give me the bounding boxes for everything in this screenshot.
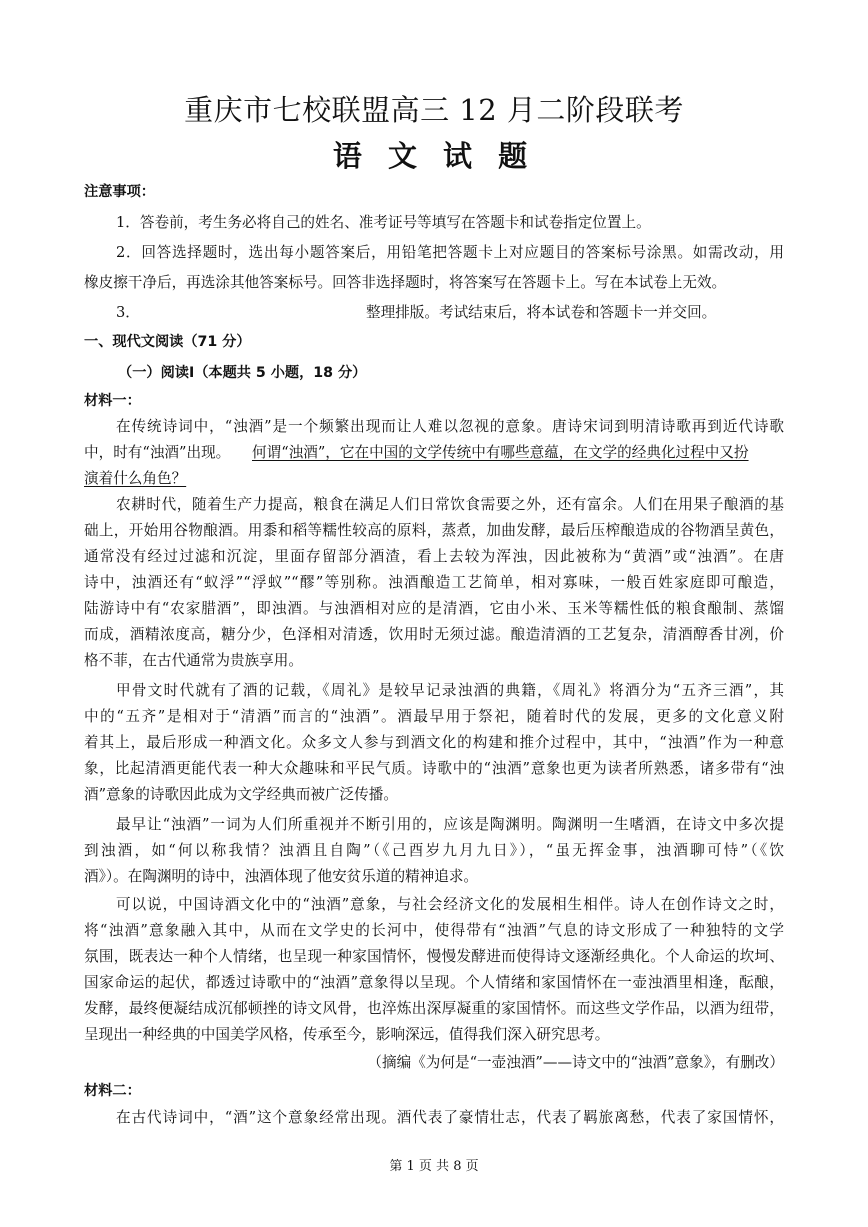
m1-p1-line2-start: 中，时有“浊酒”出现。 xyxy=(84,444,231,461)
m1-p2-line5: 陆游诗中有“农家腊酒”，即浊酒。与浊酒相对应的是清酒，它由小米、玉米等糯性低的粮食酿制、蒸馏 xyxy=(84,600,784,617)
m1-p1-line3-underlined: 演着什么角色？ xyxy=(84,470,187,487)
m1-p2-line1: 农耕时代，随着生产力提高，粮食在满足人们日常饮食需要之外，还有富余。人们在用果子酿酒的基 xyxy=(116,496,784,513)
notice-item-2-line1: 2．回答选择题时，选出每小题答案后，用铅笔把答题卡上对应题目的答案标号涂黑。如需改动，用 xyxy=(116,244,784,261)
notice-item-1: 1．答卷前，考生务必将自己的姓名、准考证号等填写在答题卡和试卷指定位置上。 xyxy=(116,214,651,231)
m1-p4-line1: 最早让“浊酒”一词为人们所重视并不断引用的，应该是陶渊明。陶渊明一生嗜酒，在诗文中多次提 xyxy=(116,816,784,833)
m1-p2-line2: 础上，开始用谷物酿酒。用黍和稻等糯性较高的原料，蒸煮，加曲发酵，最后压榨酿造成的谷物酒呈黄色， xyxy=(84,522,784,539)
m1-p5-line5: 发酵，最终便凝结成沉郁顿挫的诗文风骨，也淬炼出深厚凝重的家国情怀。而这些文学作品，以酒为纽带， xyxy=(84,1000,784,1017)
m1-p5-line1: 可以说，中国诗酒文化中的“浊酒”意象，与社会经济文化的发展相生相伴。诗人在创作诗文之时， xyxy=(116,896,784,913)
m1-p5-line6: 呈现出一种经典的中国美学风格，传承至今，影响深远，值得我们深入研究思考。 xyxy=(84,1026,610,1043)
notice-item-2-line2: 橡皮擦干净后，再选涂其他答案标号。回答非选择题时，将答案写在答题卡上。写在本试卷上无效。 xyxy=(84,274,727,291)
page-number: 第 1 页 共 8 页 xyxy=(389,1159,479,1174)
m1-p5-line2: 将“浊酒”意象融入其中，从而在文学史的长河中，使得带有“浊酒”气息的诗文形成了一种独特的文学 xyxy=(84,922,784,939)
exam-subject-title: 语 文 试 题 xyxy=(332,139,536,173)
m1-p4-line2: 到浊酒，如“何以称我情？浊酒且自陶”（《己酉岁九月九日》），“虽无挥金事，浊酒聊可恃”（《饮 xyxy=(84,842,784,859)
m1-p2-line6: 而成，酒精浓度高，糖分少，色泽相对清透，饮用时无须过滤。酿造清酒的工艺复杂，清酒醇香甘冽，价 xyxy=(84,626,784,643)
m1-p3-line4: 象，比起清酒更能代表一种大众趣味和平民气质。诗歌中的“浊酒”意象也更为读者所熟悉，诸多带有“浊 xyxy=(84,760,784,777)
notice-heading: 注意事项： xyxy=(84,184,155,200)
material-1-label: 材料一： xyxy=(84,393,141,409)
subsection-heading: （一）阅读Ⅰ（本题共 5 小题，18 分） xyxy=(118,365,367,381)
m1-p4-line3: 酒》）。在陶渊明的诗中，浊酒体现了他安贫乐道的精神追求。 xyxy=(84,868,479,885)
m1-p3-line2: 中的“五齐”是相对于“清酒”而言的“浊酒”。酒最早用于祭祀，随着时代的发展，更多的文化意义附 xyxy=(84,708,784,725)
notice-item-3-text: 整理排版。考试结束后，将本试卷和答题卡一并交回。 xyxy=(366,304,717,321)
m1-p3-line3: 着其上，最后形成一种酒文化。众多文人参与到酒文化的构建和推介过程中，其中，“浊酒”作为一种意 xyxy=(84,734,784,751)
m1-p3-line5: 酒”意象的诗歌因此成为文学经典而被广泛传播。 xyxy=(84,786,398,803)
m1-p1-question-underlined: 何谓“浊酒”，它在中国的文学传统中有哪些意蕴，在文学的经典化过程中又扮 xyxy=(252,444,749,461)
m1-p2-line7: 格不菲，在古代通常为贵族享用。 xyxy=(84,652,303,669)
m1-p3-line1: 甲骨文时代就有了酒的记载，《周礼》是较早记录浊酒的典籍，《周礼》将酒分为“五齐三酒”，其 xyxy=(116,682,784,699)
m1-p2-line3: 通常没有经过过滤和沉淀，里面存留部分酒渣，看上去较为浑浊，因此被称为“黄酒”或“浊酒”。在唐 xyxy=(84,548,784,565)
m2-p1-line1: 在古代诗词中，“酒”这个意象经常出现。酒代表了豪情壮志，代表了羁旅离愁，代表了家国情怀， xyxy=(116,1109,784,1126)
material-1-source: （摘编《为何是“一壶浊酒”——诗文中的“浊酒”意象》，有删改） xyxy=(367,1054,784,1071)
m1-p2-line4: 诗中，浊酒还有“蚁浮”“浮蚁”“醪”等别称。浊酒酿造工艺简单，相对寡味，一般百姓家庭即可酿造， xyxy=(84,574,784,591)
m1-p5-line4: 国家命运的起伏，都透过诗歌中的“浊酒”意象得以呈现。个人情绪和家国情怀在一壶浊酒里相逢，酝酿， xyxy=(84,974,784,991)
m1-p1-line1: 在传统诗词中，“浊酒”是一个频繁出现而让人难以忽视的意象。唐诗宋词到明清诗歌再到近代诗歌 xyxy=(116,418,784,435)
m1-p5-line3: 氛围，既表达一种个人情绪，也呈现一种家国情怀，慢慢发酵进而使得诗文逐渐经典化。个人命运的坎坷、 xyxy=(84,948,784,965)
material-2-label: 材料二： xyxy=(84,1083,141,1099)
exam-title: 重庆市七校联盟高三 12 月二阶段联考 xyxy=(184,93,684,127)
section-heading: 一、现代文阅读（71 分） xyxy=(84,334,251,350)
notice-item-3-number: 3． xyxy=(116,304,140,321)
